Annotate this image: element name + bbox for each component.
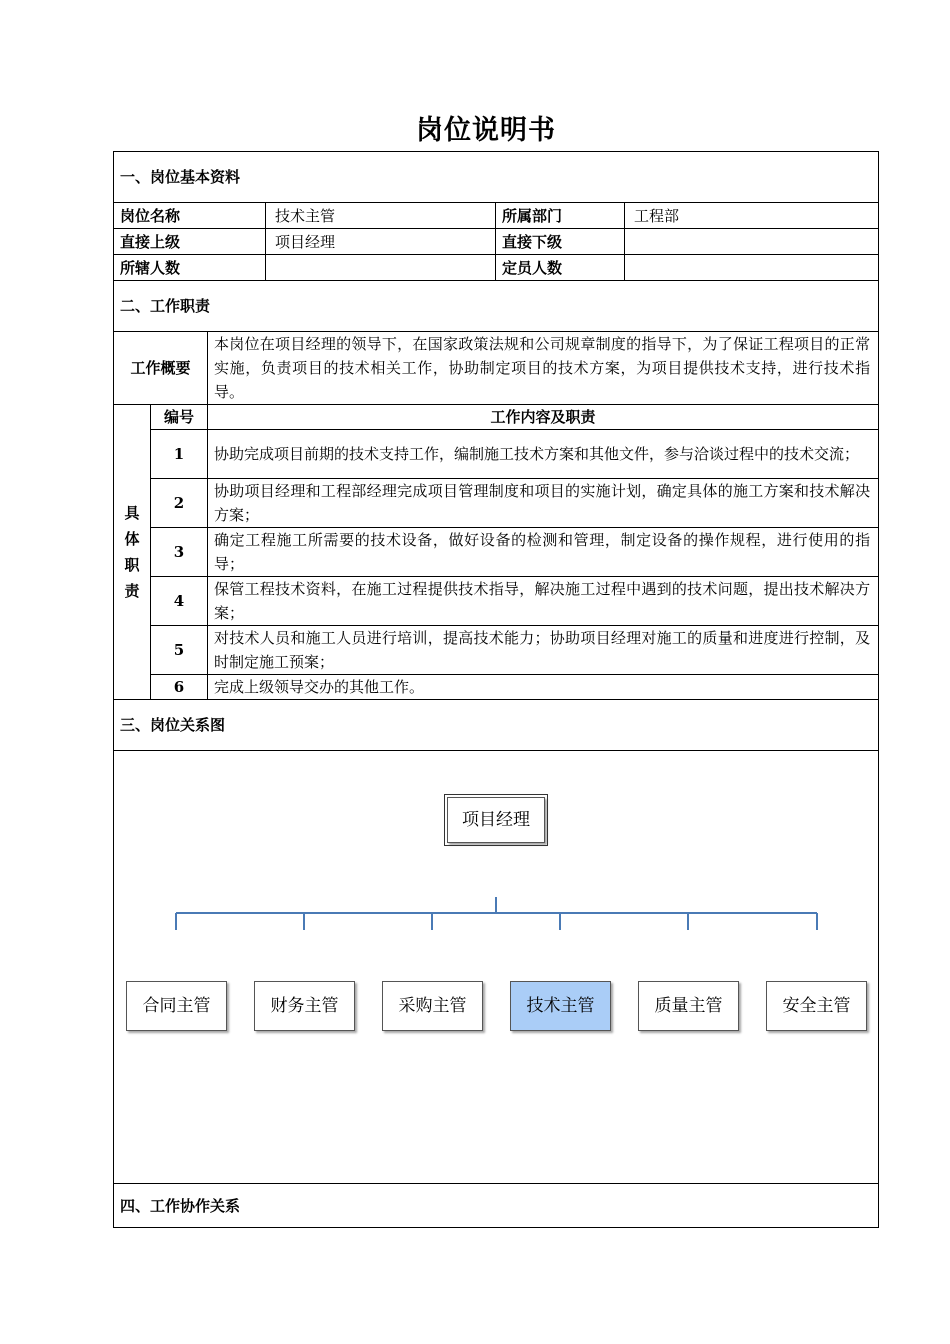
duty-text: 协助完成项目前期的技术支持工作，编制施工技术方案和其他文件，参与洽谈过程中的技术交流； [208,430,879,479]
section-collaboration-heading: 四、工作协作关系 [114,1184,879,1228]
overview-label: 工作概要 [114,332,208,405]
job-description-table [113,151,879,1228]
managed-count-label: 所辖人数 [114,255,266,281]
org-node-contract-supervisor: 合同主管 [126,981,227,1031]
duty-row [114,577,879,626]
duty-row [114,479,879,528]
headcount-label: 定员人数 [496,255,625,281]
org-node-project-manager: 项目经理 [447,797,545,843]
org-node-finance-supervisor: 财务主管 [254,981,355,1031]
section-collaboration-row [114,1184,879,1228]
duty-number: 4 [151,577,208,626]
duty-header-row [114,405,879,430]
content-header: 工作内容及职责 [208,405,879,430]
duty-text: 完成上级领导交办的其他工作。 [208,675,879,700]
duty-text: 保管工程技术资料，在施工过程提供技术指导，解决施工过程中遇到的技术问题，提出技术解决方案； [208,577,879,626]
org-chart-cell [114,751,879,1184]
document-title: 岗位说明书 [416,115,556,146]
duty-number: 3 [151,528,208,577]
duty-text: 协助项目经理和工程部经理完成项目管理制度和项目的实施计划，确定具体的施工方案和技术解决方案； [208,479,879,528]
section-responsibilities-row [114,281,879,332]
org-chart-row [114,751,879,1184]
org-chart [114,751,878,1183]
specific-duties-char-1: 具 [124,504,140,522]
specific-duties-label [114,405,151,700]
direct-subordinate-label: 直接下级 [496,229,625,255]
info-row-2 [114,229,879,255]
position-name-label: 岗位名称 [114,203,266,229]
duty-number: 1 [151,430,208,479]
duty-row [114,430,879,479]
duty-text: 对技术人员和施工人员进行培训，提高技术能力；协助项目经理对施工的质量和进度进行控制，及时制定施工预案； [208,626,879,675]
specific-duties-char-4: 责 [124,582,140,600]
specific-duties-char-2: 体 [124,530,140,548]
org-node-safety-supervisor: 安全主管 [766,981,867,1031]
department-value: 工程部 [625,203,879,229]
info-row-3 [114,255,879,281]
duty-number: 6 [151,675,208,700]
section-responsibilities-heading: 二、工作职责 [114,281,879,332]
department-label: 所属部门 [496,203,625,229]
headcount-value [625,255,879,281]
duty-row [114,626,879,675]
specific-duties-char-3: 职 [124,556,140,574]
duty-row [114,528,879,577]
direct-superior-value: 项目经理 [266,229,496,255]
position-name-value: 技术主管 [266,203,496,229]
direct-superior-label: 直接上级 [114,229,266,255]
org-node-technical-supervisor: 技术主管 [510,981,611,1031]
section-relationship-chart-row [114,700,879,751]
section-basic-info-heading: 一、岗位基本资料 [114,152,879,203]
managed-count-value [266,255,496,281]
duty-number: 2 [151,479,208,528]
number-header: 编号 [151,405,208,430]
info-row-1 [114,203,879,229]
section-basic-info-row [114,152,879,203]
duty-text: 确定工程施工所需要的技术设备，做好设备的检测和管理，制定设备的操作规程，进行使用的指导； [208,528,879,577]
overview-row [114,332,879,405]
duty-number: 5 [151,626,208,675]
overview-text: 本岗位在项目经理的领导下，在国家政策法规和公司规章制度的指导下，为了保证工程项目的正常实施，负责项目的技术相关工作，协助制定项目的技术方案，为项目提供技术支持，进行技术指导。 [208,332,879,405]
section-relationship-chart-heading: 三、岗位关系图 [114,700,879,751]
direct-subordinate-value [625,229,879,255]
org-node-procurement-supervisor: 采购主管 [382,981,483,1031]
duty-row [114,675,879,700]
org-node-quality-supervisor: 质量主管 [638,981,739,1031]
